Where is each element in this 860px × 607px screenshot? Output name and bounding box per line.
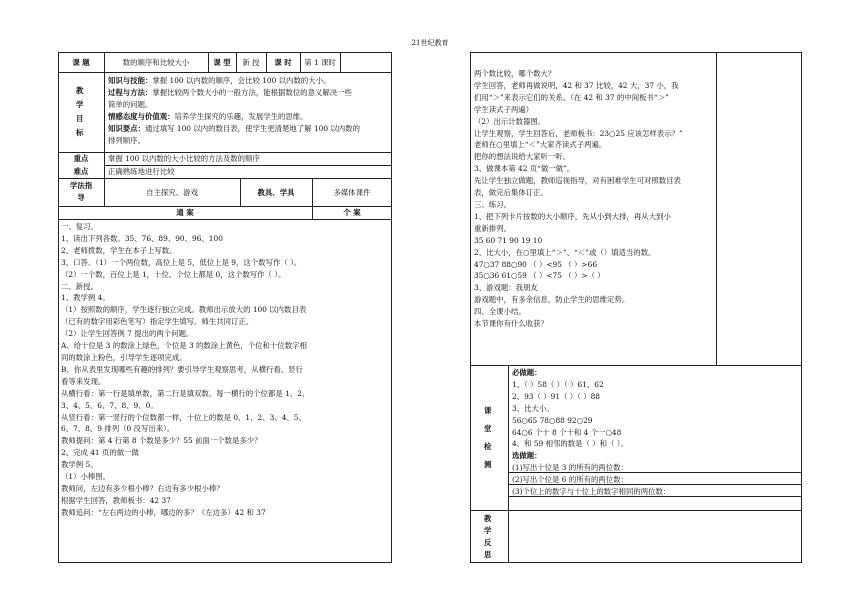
- plan-line: （1）小棒图。: [61, 472, 111, 482]
- plan-line: 们用“＞”来表示它们的关系。（在 42 和 37 的中间板书“＞”: [474, 92, 669, 102]
- plan-line: 四、全课小结。: [474, 307, 526, 317]
- hours-label: 课 时: [274, 57, 292, 67]
- plan-line: 2、完成 41 页的做一做: [61, 448, 139, 458]
- plan-line: （1）按照数的顺序，学生逐行独立完成。教师出示放大的 100 以内数目表: [61, 305, 307, 315]
- topic-value: 数的顺序和比较大小: [122, 57, 190, 67]
- goal-line: [108, 87, 360, 99]
- optional-exercise-line: (1)写出十位是 3 的所有的两位数：: [512, 463, 628, 473]
- required-exercise-line: 64○6 个十 8 个十和 4 个一○48: [512, 427, 622, 437]
- goal-line-text: 掌握 100 以内数的顺序，会比较 100 以内数的大小。: [152, 76, 331, 85]
- plan-line: 把你的想法说给大家听一听。: [474, 152, 571, 162]
- personal-plan-header: 个 案: [343, 208, 361, 217]
- plan-line: 二、新授。: [61, 281, 98, 291]
- optional-exercise-line: (2)写出个位是 6 的所有的两位数：: [512, 475, 628, 485]
- goal-line: [108, 111, 360, 123]
- plan-line: 三、练习。: [474, 199, 511, 209]
- plan-line: 教师提问：第 4 行第 8 个数是多少？55 前面一个数是多少？: [61, 436, 262, 446]
- goal-line-text: 培养学生探究的乐趣，发展学生的思维。: [174, 111, 308, 121]
- plan-line: 表，做完后集体订正。: [474, 188, 548, 198]
- plan-line: 1、教学例 4。: [61, 293, 110, 303]
- plan-line: （已有的数字用彩色笔写）指定学生填写。师生共同订正。: [61, 317, 254, 327]
- plan-line: 1、读出下列各数。35、76、89、90、96、100: [61, 233, 223, 243]
- left-plan-body: [61, 221, 309, 519]
- hours-value: 第 1 课时: [304, 57, 336, 67]
- plan-line: 从横行看：第一行是填单数，第二行是填双数。每一横行的个位都是 1、2、: [61, 388, 310, 398]
- plan-line: 3、游戏题：我朋友: [474, 283, 538, 293]
- plan-line: 一、复习。: [61, 222, 98, 231]
- required-exercise-line: 3、比大小。: [512, 403, 554, 413]
- difficult-point-text: 正确熟练地进行比较: [108, 167, 175, 176]
- plan-line: 让学生观察，学生回答后，老师板书：23○25 应该怎样表示？”: [474, 128, 683, 138]
- plan-line: 看等来发现。: [61, 376, 106, 386]
- plan-line: 学生读式子两遍）: [474, 104, 534, 114]
- goals-label: 教学目标: [76, 86, 84, 137]
- classroom-check-content: [512, 367, 670, 498]
- key-point-text: 掌握 100 以内数的大小比较的方法及数的顺序: [108, 154, 260, 163]
- common-plan-header: 通 案: [176, 208, 194, 217]
- required-exercise-line: 4、和 59 相邻的数是（ ）和（ ）。: [512, 439, 628, 449]
- plan-line: （2）一个数，百位上是 1，十位、个位上都是 0，这个数写作（ ）。: [61, 269, 286, 279]
- goal-line: [108, 99, 360, 111]
- plan-line: 教师问，左边有多少根小棒？右边有多少根小棒？: [61, 483, 224, 493]
- required-exercise-line: 2、93（ ）91（ ）（ ）88: [512, 391, 600, 401]
- required-exercise-line: 1、（ ）58（ ）（ ）61、62: [512, 379, 604, 389]
- optional-exercise-line: (3)个位上的数字与十位上的数字相同的两位数：: [512, 487, 671, 497]
- goal-line: [108, 75, 360, 87]
- plan-line: B、你从表里发现哪些有趣的排列？要引导学生观察思考，从横行看、竖行: [61, 364, 303, 374]
- optional-title: 选做题：: [512, 451, 542, 461]
- goal-line-heading: 知识与技能：: [108, 76, 153, 85]
- plan-line: 6、7、8、9 排列（0 没写出来）。: [61, 424, 175, 434]
- plan-line: 2、老师拨数，学生在本子上写数。: [61, 245, 177, 255]
- plan-line: 老师在○里填上“＜”大家齐读式子两遍。: [474, 140, 607, 150]
- plan-line: 重新排列。: [474, 223, 511, 233]
- plan-line: 35 60 71 90 19 10: [474, 235, 543, 245]
- plan-line: 3、口答。（1）一个两位数，高位上是 5，低位上是 9，这个数写作（ ）。: [61, 257, 302, 267]
- plan-line: 本节课你有什么收获？: [474, 319, 548, 329]
- goal-line: [108, 135, 360, 147]
- plan-line: 2、比大小，在○里填上“＞”、“＜”或（）填适当的数。: [474, 247, 656, 257]
- plan-line: 同的数涂上粉色，引导学生逐项完成。: [61, 352, 187, 362]
- type-label: 课 型: [213, 57, 231, 67]
- classroom-check-label: 课堂检测: [484, 405, 492, 469]
- plan-line: 学生回答，老师再做说明，42 和 37 比较，42 大，37 小，我: [474, 80, 679, 90]
- plan-line: A、给十位是 3 的数涂上绿色，个位是 3 的数涂上黄色，个位和十位数字相: [61, 341, 307, 351]
- goal-line-heading: 情感态度与价值观：: [108, 111, 175, 121]
- difficult-point-label: 难点: [73, 167, 89, 176]
- plan-line: 游戏题中，有多余信息，防止学生的思维定势。: [474, 295, 630, 305]
- goal-line-text: 掌握比较两个数大小的一般方法，能根据数位的意义解决一些: [152, 87, 352, 97]
- plan-line: （2）让学生回答例 7 提出的两个问题。: [61, 329, 194, 339]
- plan-line: 3、做课本第 42 页“做一做”。: [474, 164, 575, 174]
- plan-line: 从竖行看：第一竖行的个位数都一样，十位上的数是 0、1、2、3、4、5、: [61, 412, 306, 422]
- plan-line: 两个数比较，哪个数大？: [474, 69, 556, 78]
- required-exercise-line: 56○65 78○88 92○29: [512, 415, 593, 425]
- goal-line-heading: 过程与方法：: [108, 87, 153, 97]
- tools-label: 教具、学具: [257, 187, 295, 197]
- tools-value: 多媒体课件: [333, 187, 371, 197]
- plan-line: （2）出示计数器图。: [474, 116, 546, 126]
- plan-line: 47○37 88○90 （ ）<95 （ ）>66: [474, 259, 598, 269]
- method-value: 自主探究、游戏: [146, 187, 198, 197]
- method-label: 学法指导: [69, 181, 93, 202]
- key-point-label: 重点: [73, 154, 89, 163]
- goal-line: [108, 123, 360, 135]
- plan-line: 教师追问：“左右两边的小棒，哪边的多？（左边多）42 和 37: [61, 507, 266, 517]
- goals-text: [108, 75, 360, 146]
- right-plan-body: [474, 68, 683, 330]
- reflection-label: 教学反思: [484, 513, 492, 559]
- goal-line-text: 排列顺序。: [108, 135, 145, 145]
- plan-line: 35○36 61○59 （ ）<75 （ ）>（ ）: [474, 271, 605, 281]
- page-header: 21世纪教育: [411, 39, 449, 47]
- goal-line-text: 通过填写 100 以内的数目表，使学生更清楚地了解 100 以内数的: [144, 123, 360, 133]
- topic-label: 课 题: [72, 57, 90, 67]
- type-value: 新 授: [242, 57, 260, 67]
- plan-line: 教学例 5。: [61, 460, 98, 470]
- plan-line: 根据学生回答，教师板书：42 37: [61, 495, 171, 505]
- goal-line-heading: 知识要点：: [108, 123, 145, 133]
- plan-line: 1、把下列卡片按数的大小顺序，先从小到大排，再从大到小: [474, 211, 671, 221]
- goal-line-text: 简单的问题。: [108, 99, 153, 109]
- plan-line: 先让学生独立做题，教师巡视指导，对有困难学生可对照数目表: [474, 176, 681, 186]
- plan-line: 3、4、5、6、7、8、9、0。: [61, 400, 158, 410]
- required-title: 必做题：: [512, 368, 542, 377]
